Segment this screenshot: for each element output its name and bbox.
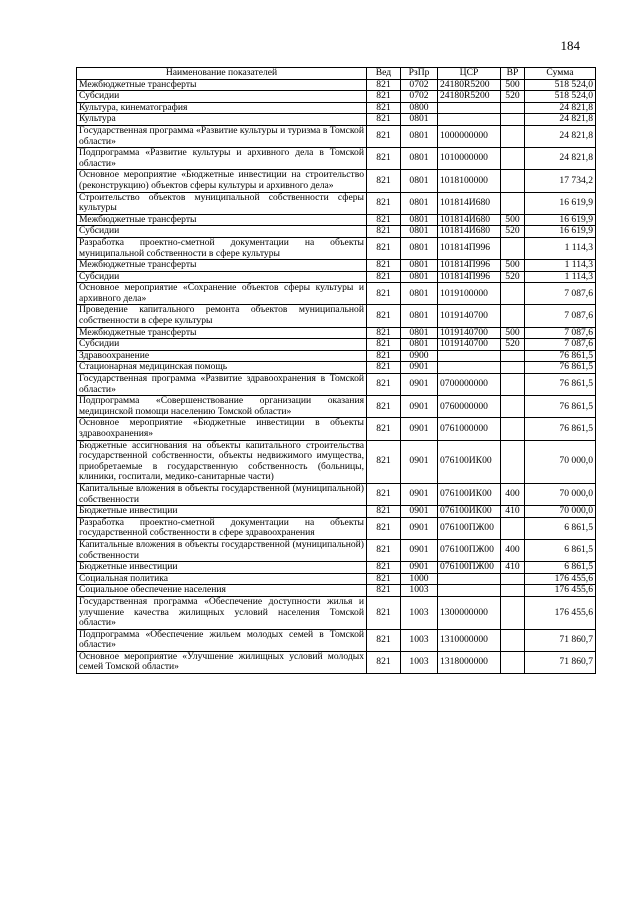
cell-sum: 518 524,0 bbox=[525, 91, 596, 103]
cell-csr bbox=[438, 585, 501, 597]
table-row bbox=[77, 125, 596, 147]
cell-name: Основное мероприятие «Бюджетные инвестиции в объекты здравоохранения» bbox=[77, 418, 367, 440]
cell-sum: 76 861,5 bbox=[525, 418, 596, 440]
cell-sum: 7 087,6 bbox=[525, 283, 596, 305]
cell-ved: 821 bbox=[367, 327, 401, 339]
cell-ved: 821 bbox=[367, 283, 401, 305]
cell-vr bbox=[501, 350, 525, 362]
header-sum: Сумма bbox=[525, 68, 596, 80]
cell-rzpr: 0901 bbox=[401, 562, 438, 574]
cell-vr bbox=[501, 596, 525, 629]
cell-vr: 410 bbox=[501, 562, 525, 574]
cell-sum: 1 114,3 bbox=[525, 260, 596, 272]
cell-vr: 520 bbox=[501, 226, 525, 238]
cell-vr bbox=[501, 440, 525, 483]
cell-vr: 400 bbox=[501, 539, 525, 561]
table-row bbox=[77, 562, 596, 574]
table-row bbox=[77, 596, 596, 629]
cell-vr bbox=[501, 396, 525, 418]
cell-ved: 821 bbox=[367, 226, 401, 238]
cell-name: Подпрограмма «Развитие культуры и архивного дела в Томской области» bbox=[77, 148, 367, 170]
cell-csr: 076100ПЖ00 bbox=[438, 517, 501, 539]
cell-csr: 101814И680 bbox=[438, 226, 501, 238]
cell-csr: 1019140700 bbox=[438, 305, 501, 327]
cell-sum: 24 821,8 bbox=[525, 102, 596, 114]
cell-sum: 1 114,3 bbox=[525, 237, 596, 259]
cell-name: Основное мероприятие «Бюджетные инвестиции на строительство (реконструкцию) объектов сферы культуры и архивного дела» bbox=[77, 170, 367, 192]
header-rzpr: РзПр bbox=[401, 68, 438, 80]
cell-name: Основное мероприятие «Сохранение объектов сферы культуры и архивного дела» bbox=[77, 283, 367, 305]
cell-rzpr: 0801 bbox=[401, 125, 438, 147]
table-row bbox=[77, 79, 596, 91]
cell-name: Бюджетные инвестиции bbox=[77, 506, 367, 518]
cell-csr: 101814П996 bbox=[438, 260, 501, 272]
table-row bbox=[77, 226, 596, 238]
cell-name: Культура, кинематография bbox=[77, 102, 367, 114]
cell-sum: 24 821,8 bbox=[525, 125, 596, 147]
cell-sum: 71 860,7 bbox=[525, 651, 596, 673]
cell-vr bbox=[501, 418, 525, 440]
cell-name: Подпрограмма «Обеспечение жильем молодых семей в Томской области» bbox=[77, 629, 367, 651]
cell-rzpr: 0800 bbox=[401, 102, 438, 114]
cell-vr bbox=[501, 283, 525, 305]
cell-name: Стационарная медицинская помощь bbox=[77, 362, 367, 374]
cell-csr: 1019140700 bbox=[438, 327, 501, 339]
cell-csr: 101814И680 bbox=[438, 214, 501, 226]
cell-vr: 520 bbox=[501, 91, 525, 103]
cell-ved: 821 bbox=[367, 596, 401, 629]
cell-vr: 500 bbox=[501, 79, 525, 91]
cell-rzpr: 0901 bbox=[401, 374, 438, 396]
cell-name: Разработка проектно-сметной документации на объекты государственной собственности в сфере здравоохранения bbox=[77, 517, 367, 539]
cell-ved: 821 bbox=[367, 396, 401, 418]
cell-vr bbox=[501, 517, 525, 539]
cell-ved: 821 bbox=[367, 214, 401, 226]
cell-rzpr: 0901 bbox=[401, 418, 438, 440]
cell-ved: 821 bbox=[367, 102, 401, 114]
table-body bbox=[77, 79, 596, 673]
cell-rzpr: 1003 bbox=[401, 651, 438, 673]
cell-rzpr: 0801 bbox=[401, 305, 438, 327]
cell-rzpr: 1003 bbox=[401, 629, 438, 651]
cell-ved: 821 bbox=[367, 585, 401, 597]
cell-ved: 821 bbox=[367, 374, 401, 396]
table-row bbox=[77, 585, 596, 597]
cell-name: Подпрограмма «Совершенствование организации оказания медицинской помощи населению Томской области» bbox=[77, 396, 367, 418]
cell-ved: 821 bbox=[367, 573, 401, 585]
cell-vr bbox=[501, 374, 525, 396]
cell-ved: 821 bbox=[367, 418, 401, 440]
cell-rzpr: 0801 bbox=[401, 339, 438, 351]
cell-name: Социальное обеспечение населения bbox=[77, 585, 367, 597]
table-row bbox=[77, 350, 596, 362]
cell-rzpr: 0801 bbox=[401, 237, 438, 259]
cell-sum: 7 087,6 bbox=[525, 305, 596, 327]
cell-name: Субсидии bbox=[77, 91, 367, 103]
cell-sum: 17 734,2 bbox=[525, 170, 596, 192]
cell-vr: 500 bbox=[501, 327, 525, 339]
cell-ved: 821 bbox=[367, 339, 401, 351]
cell-sum: 7 087,6 bbox=[525, 339, 596, 351]
table-row bbox=[77, 629, 596, 651]
cell-vr bbox=[501, 305, 525, 327]
cell-ved: 821 bbox=[367, 192, 401, 214]
cell-csr: 0761000000 bbox=[438, 418, 501, 440]
cell-csr: 1300000000 bbox=[438, 596, 501, 629]
cell-name: Строительство объектов муниципальной собственности сферы культуры bbox=[77, 192, 367, 214]
cell-csr: 1018100000 bbox=[438, 170, 501, 192]
cell-vr bbox=[501, 192, 525, 214]
cell-name: Государственная программа «Развитие культуры и туризма в Томской области» bbox=[77, 125, 367, 147]
header-vr: ВР bbox=[501, 68, 525, 80]
cell-ved: 821 bbox=[367, 539, 401, 561]
cell-vr bbox=[501, 125, 525, 147]
cell-name: Разработка проектно-сметной документации на объекты муниципальной собственности в сфере культуры bbox=[77, 237, 367, 259]
cell-csr bbox=[438, 102, 501, 114]
cell-csr: 1318000000 bbox=[438, 651, 501, 673]
cell-vr bbox=[501, 170, 525, 192]
cell-csr: 076100ПЖ00 bbox=[438, 562, 501, 574]
cell-rzpr: 0801 bbox=[401, 271, 438, 283]
cell-name: Основное мероприятие «Улучшение жилищных условий молодых семей Томской области» bbox=[77, 651, 367, 673]
table-row bbox=[77, 418, 596, 440]
cell-name: Государственная программа «Обеспечение доступности жилья и улучшение качества жилищных условий населения Томской области» bbox=[77, 596, 367, 629]
cell-csr: 1019140700 bbox=[438, 339, 501, 351]
cell-ved: 821 bbox=[367, 517, 401, 539]
cell-csr: 1010000000 bbox=[438, 148, 501, 170]
cell-sum: 518 524,0 bbox=[525, 79, 596, 91]
table-row bbox=[77, 396, 596, 418]
cell-vr: 520 bbox=[501, 339, 525, 351]
table-row bbox=[77, 214, 596, 226]
cell-sum: 176 455,6 bbox=[525, 573, 596, 585]
cell-rzpr: 0901 bbox=[401, 506, 438, 518]
header-name: Наименование показателей bbox=[77, 68, 367, 80]
cell-rzpr: 0801 bbox=[401, 170, 438, 192]
table-header-row bbox=[77, 68, 596, 80]
cell-vr bbox=[501, 629, 525, 651]
table-row bbox=[77, 237, 596, 259]
table-row bbox=[77, 305, 596, 327]
cell-sum: 16 619,9 bbox=[525, 226, 596, 238]
cell-csr bbox=[438, 114, 501, 126]
cell-ved: 821 bbox=[367, 271, 401, 283]
cell-name: Здравоохранение bbox=[77, 350, 367, 362]
cell-vr bbox=[501, 362, 525, 374]
cell-name: Межбюджетные трансферты bbox=[77, 260, 367, 272]
cell-rzpr: 0801 bbox=[401, 192, 438, 214]
table-row bbox=[77, 374, 596, 396]
cell-name: Субсидии bbox=[77, 339, 367, 351]
cell-sum: 16 619,9 bbox=[525, 192, 596, 214]
cell-ved: 821 bbox=[367, 114, 401, 126]
cell-ved: 821 bbox=[367, 483, 401, 505]
cell-name: Государственная программа «Развитие здравоохранения в Томской области» bbox=[77, 374, 367, 396]
table-row bbox=[77, 114, 596, 126]
cell-csr: 1019100000 bbox=[438, 283, 501, 305]
cell-rzpr: 0702 bbox=[401, 79, 438, 91]
cell-vr: 520 bbox=[501, 271, 525, 283]
cell-vr bbox=[501, 651, 525, 673]
cell-ved: 821 bbox=[367, 562, 401, 574]
cell-ved: 821 bbox=[367, 350, 401, 362]
cell-vr bbox=[501, 148, 525, 170]
table-row bbox=[77, 260, 596, 272]
cell-csr: 24180R5200 bbox=[438, 79, 501, 91]
cell-name: Капитальные вложения в объекты государственной (муниципальной) собственности bbox=[77, 539, 367, 561]
cell-name: Проведение капитального ремонта объектов муниципальной собственности в сфере культуры bbox=[77, 305, 367, 327]
table-row bbox=[77, 91, 596, 103]
cell-sum: 76 861,5 bbox=[525, 396, 596, 418]
cell-csr: 076100ИК00 bbox=[438, 506, 501, 518]
cell-sum: 6 861,5 bbox=[525, 562, 596, 574]
cell-csr bbox=[438, 573, 501, 585]
cell-name: Межбюджетные трансферты bbox=[77, 327, 367, 339]
cell-vr: 500 bbox=[501, 260, 525, 272]
cell-vr bbox=[501, 585, 525, 597]
cell-name: Субсидии bbox=[77, 226, 367, 238]
cell-vr bbox=[501, 102, 525, 114]
header-csr: ЦСР bbox=[438, 68, 501, 80]
cell-csr: 1310000000 bbox=[438, 629, 501, 651]
cell-sum: 16 619,9 bbox=[525, 214, 596, 226]
table-row bbox=[77, 339, 596, 351]
cell-rzpr: 0901 bbox=[401, 440, 438, 483]
cell-rzpr: 0801 bbox=[401, 283, 438, 305]
cell-sum: 70 000,0 bbox=[525, 440, 596, 483]
cell-sum: 1 114,3 bbox=[525, 271, 596, 283]
cell-csr: 0760000000 bbox=[438, 396, 501, 418]
cell-csr: 076100ИК00 bbox=[438, 483, 501, 505]
cell-ved: 821 bbox=[367, 125, 401, 147]
cell-name: Культура bbox=[77, 114, 367, 126]
cell-ved: 821 bbox=[367, 260, 401, 272]
cell-ved: 821 bbox=[367, 305, 401, 327]
table-row bbox=[77, 283, 596, 305]
cell-name: Межбюджетные трансферты bbox=[77, 214, 367, 226]
cell-csr: 24180R5200 bbox=[438, 91, 501, 103]
cell-ved: 821 bbox=[367, 148, 401, 170]
table-row bbox=[77, 192, 596, 214]
cell-ved: 821 bbox=[367, 91, 401, 103]
cell-rzpr: 1000 bbox=[401, 573, 438, 585]
table-row bbox=[77, 539, 596, 561]
cell-ved: 821 bbox=[367, 506, 401, 518]
cell-sum: 24 821,8 bbox=[525, 148, 596, 170]
cell-sum: 7 087,6 bbox=[525, 327, 596, 339]
table-row bbox=[77, 506, 596, 518]
cell-sum: 71 860,7 bbox=[525, 629, 596, 651]
table-row bbox=[77, 573, 596, 585]
cell-csr: 076100ИК00 bbox=[438, 440, 501, 483]
table-row bbox=[77, 517, 596, 539]
table-row bbox=[77, 170, 596, 192]
budget-table bbox=[76, 67, 596, 674]
cell-name: Капитальные вложения в объекты государственной (муниципальной) собственности bbox=[77, 483, 367, 505]
cell-rzpr: 0801 bbox=[401, 226, 438, 238]
cell-vr: 400 bbox=[501, 483, 525, 505]
table-row bbox=[77, 362, 596, 374]
cell-sum: 76 861,5 bbox=[525, 350, 596, 362]
cell-sum: 76 861,5 bbox=[525, 374, 596, 396]
cell-sum: 176 455,6 bbox=[525, 585, 596, 597]
page-number: 184 bbox=[560, 38, 580, 53]
cell-rzpr: 0900 bbox=[401, 350, 438, 362]
cell-name: Субсидии bbox=[77, 271, 367, 283]
cell-csr bbox=[438, 350, 501, 362]
cell-name: Межбюджетные трансферты bbox=[77, 79, 367, 91]
cell-rzpr: 0801 bbox=[401, 327, 438, 339]
cell-ved: 821 bbox=[367, 651, 401, 673]
cell-vr bbox=[501, 237, 525, 259]
table-row bbox=[77, 148, 596, 170]
cell-csr: 101814И680 bbox=[438, 192, 501, 214]
cell-csr: 1000000000 bbox=[438, 125, 501, 147]
cell-name: Бюджетные ассигнования на объекты капитального строительства государственной собственности, объекты недвижимого имущества, приобретаемые в государственную собственность (больницы, клиники, госпитали, медико-санитарные части) bbox=[77, 440, 367, 483]
cell-vr: 410 bbox=[501, 506, 525, 518]
cell-sum: 70 000,0 bbox=[525, 483, 596, 505]
cell-vr bbox=[501, 114, 525, 126]
cell-vr bbox=[501, 573, 525, 585]
cell-csr: 076100ПЖ00 bbox=[438, 539, 501, 561]
cell-sum: 76 861,5 bbox=[525, 362, 596, 374]
cell-sum: 6 861,5 bbox=[525, 517, 596, 539]
cell-ved: 821 bbox=[367, 362, 401, 374]
cell-sum: 70 000,0 bbox=[525, 506, 596, 518]
table-row bbox=[77, 271, 596, 283]
cell-ved: 821 bbox=[367, 629, 401, 651]
cell-vr: 500 bbox=[501, 214, 525, 226]
cell-name: Бюджетные инвестиции bbox=[77, 562, 367, 574]
table-row bbox=[77, 440, 596, 483]
cell-csr: 0700000000 bbox=[438, 374, 501, 396]
cell-rzpr: 0801 bbox=[401, 114, 438, 126]
table-row bbox=[77, 327, 596, 339]
cell-sum: 176 455,6 bbox=[525, 596, 596, 629]
header-ved: Вед bbox=[367, 68, 401, 80]
cell-sum: 6 861,5 bbox=[525, 539, 596, 561]
cell-ved: 821 bbox=[367, 440, 401, 483]
table-row bbox=[77, 102, 596, 114]
cell-rzpr: 1003 bbox=[401, 596, 438, 629]
cell-csr bbox=[438, 362, 501, 374]
cell-ved: 821 bbox=[367, 79, 401, 91]
cell-rzpr: 0801 bbox=[401, 148, 438, 170]
cell-rzpr: 0702 bbox=[401, 91, 438, 103]
cell-name: Социальная политика bbox=[77, 573, 367, 585]
cell-csr: 101814П996 bbox=[438, 237, 501, 259]
cell-rzpr: 1003 bbox=[401, 585, 438, 597]
cell-ved: 821 bbox=[367, 237, 401, 259]
cell-rzpr: 0901 bbox=[401, 396, 438, 418]
table-row bbox=[77, 483, 596, 505]
cell-rzpr: 0801 bbox=[401, 214, 438, 226]
cell-ved: 821 bbox=[367, 170, 401, 192]
cell-rzpr: 0901 bbox=[401, 483, 438, 505]
cell-rzpr: 0901 bbox=[401, 517, 438, 539]
cell-sum: 24 821,8 bbox=[525, 114, 596, 126]
cell-rzpr: 0901 bbox=[401, 362, 438, 374]
cell-rzpr: 0901 bbox=[401, 539, 438, 561]
table-row bbox=[77, 651, 596, 673]
cell-csr: 101814П996 bbox=[438, 271, 501, 283]
cell-rzpr: 0801 bbox=[401, 260, 438, 272]
